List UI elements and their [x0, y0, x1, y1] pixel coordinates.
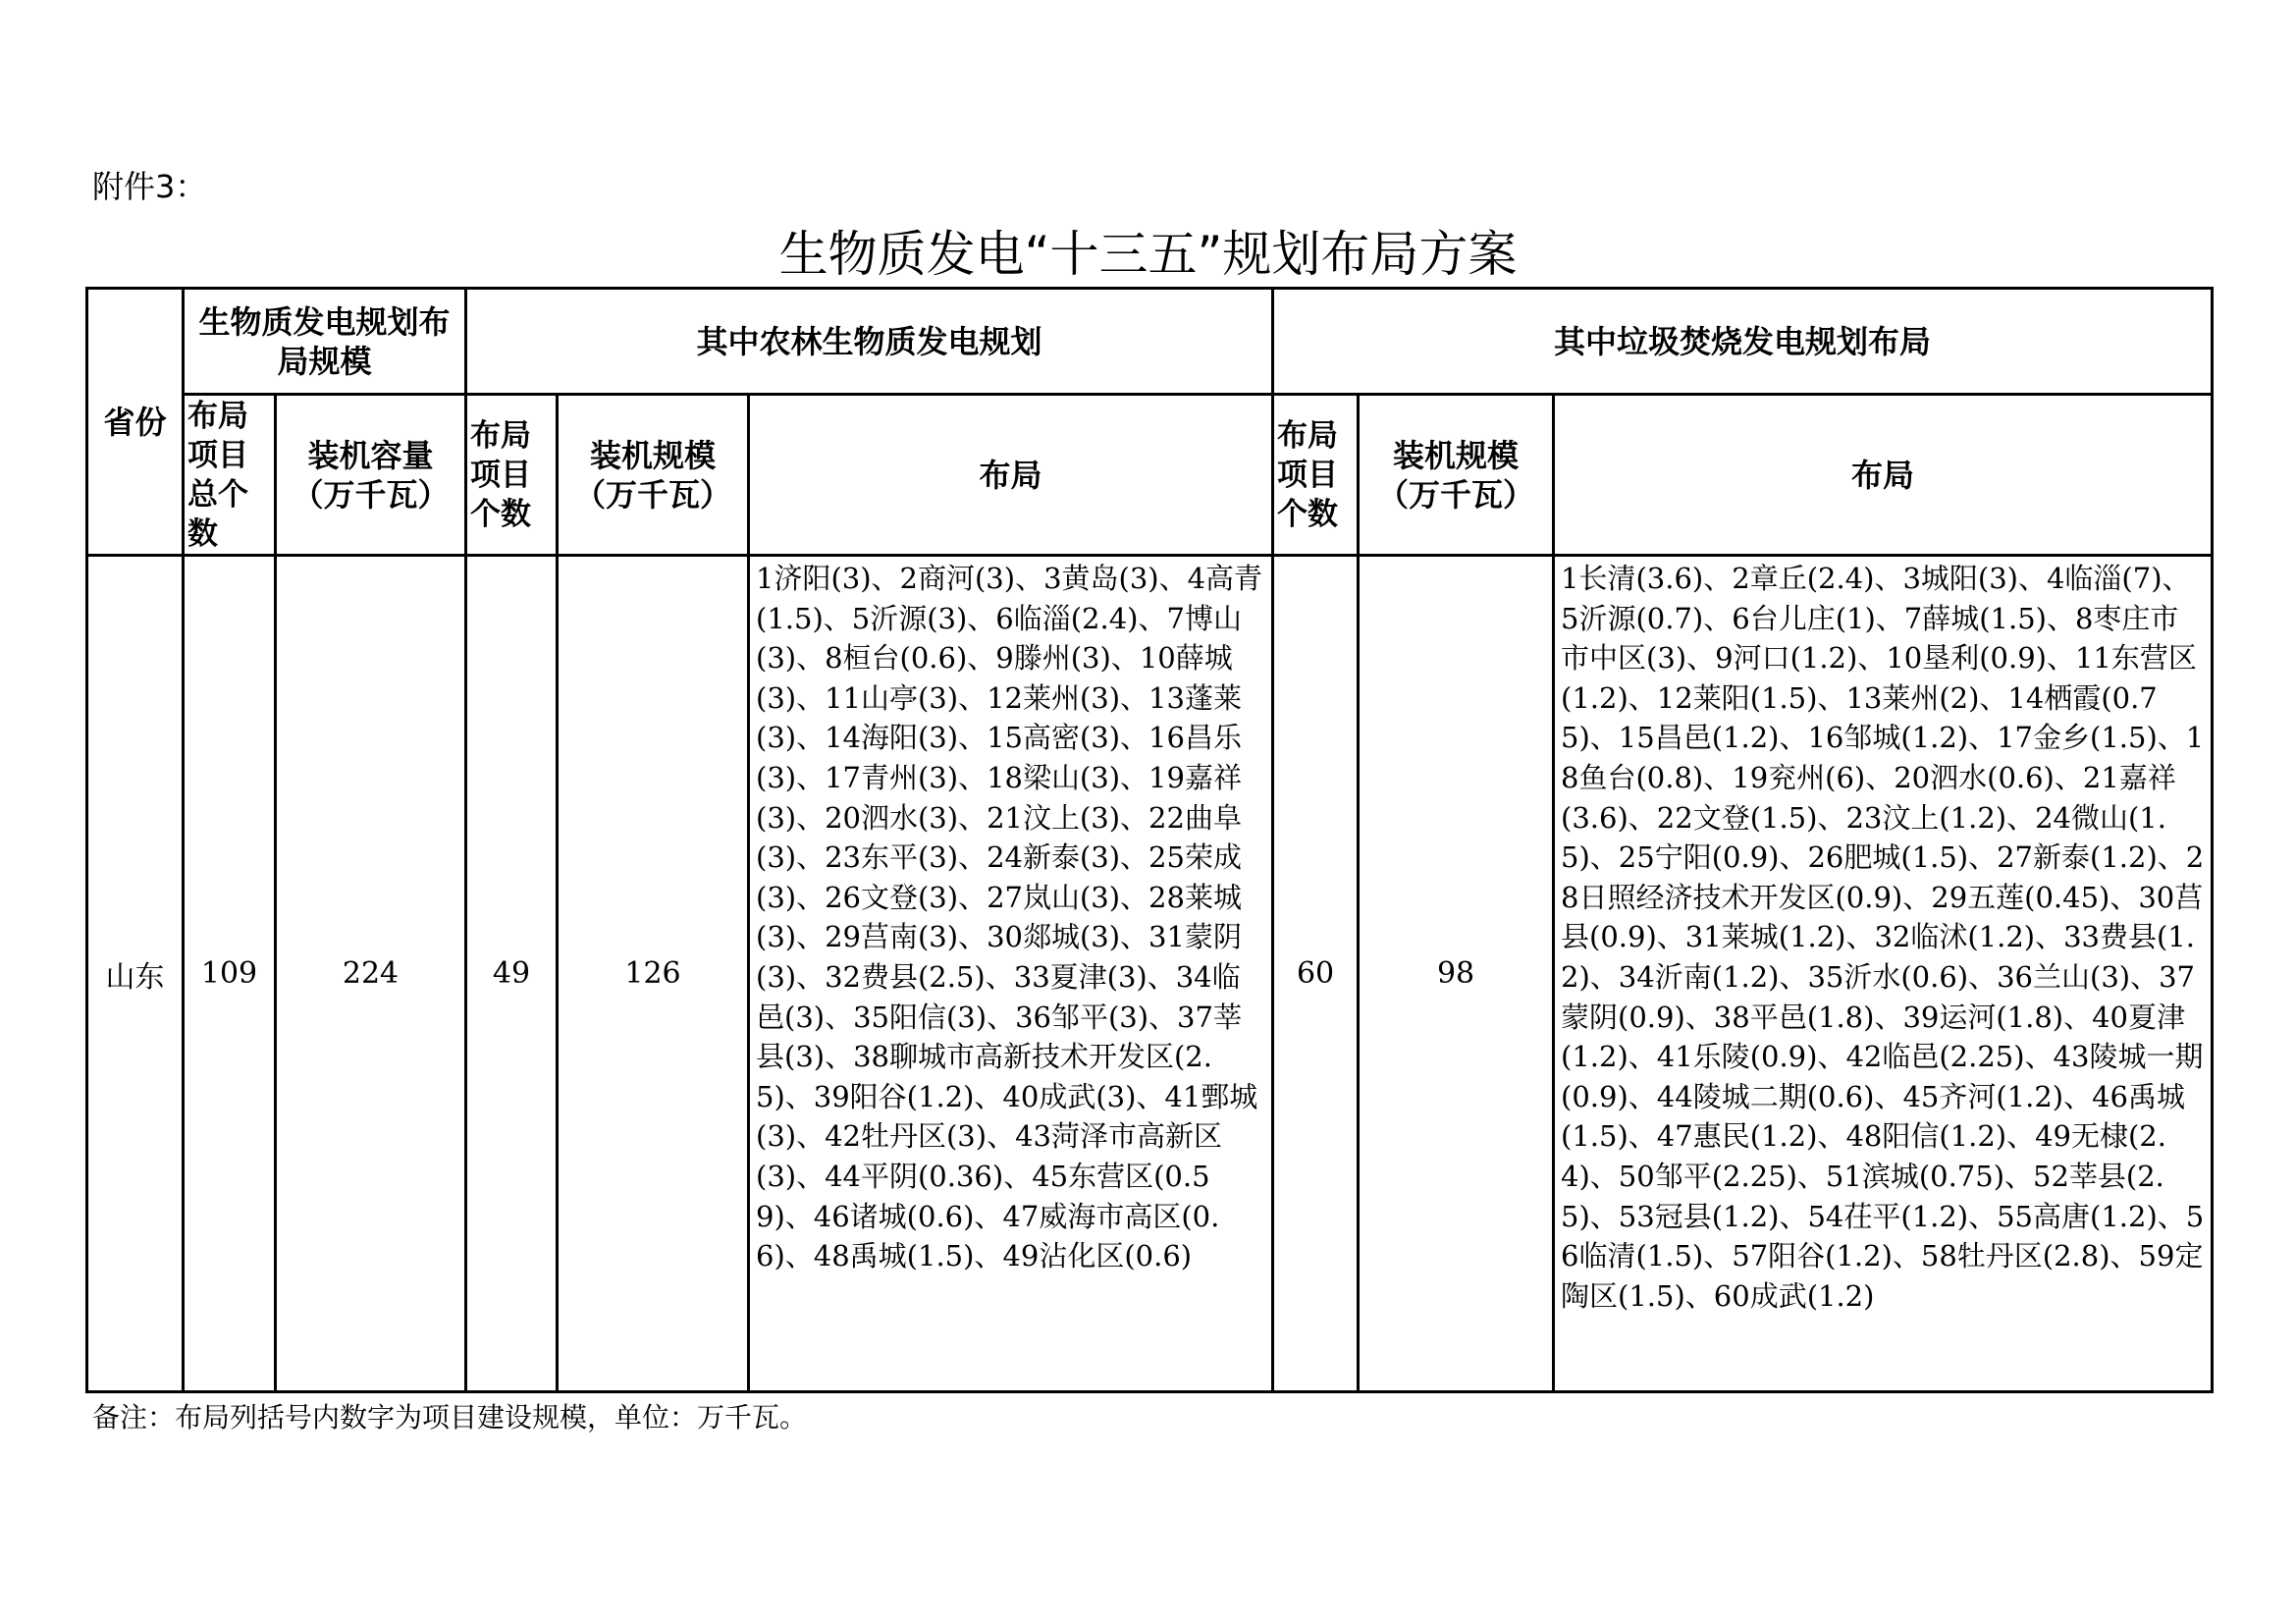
- header-group-waste: 其中垃圾焚烧发电规划布局: [1273, 289, 2213, 395]
- layout-table: [85, 287, 2214, 1393]
- header-agri-layout: 布局: [749, 395, 1273, 556]
- cell-agri-layout: 1济阳(3)、2商河(3)、3黄岛(3)、4高青(1.5)、5沂源(3)、6临淄(2.4)、7博山(3)、8桓台(0.6)、9滕州(3)、10薛城(3)、11山亭(3)、12莱州(3)、13蓬莱(3)、14海阳(3)、15高密(3)、16昌乐(3)、17青州(3)、18梁山(3)、19嘉祥(3)、20泗水(3)、21汶上(3)、22曲阜(3)、23东平(3)、24新泰(3)、25荣成(3)、26文登(3)、27岚山(3)、28莱城(3)、29莒南(3)、30郯城(3)、31蒙阴(3)、32费县(2.5)、33夏津(3)、34临邑(3)、35阳信(3)、36邹平(3)、37莘县(3)、38聊城市高新技术开发区(2.5)、39阳谷(1.2)、40成武(3)、41鄄城(3)、42牡丹区(3)、43菏泽市高新区(3)、44平阴(0.36)、45东营区(0.59)、46诸城(0.6)、47威海市高区(0.6)、48禹城(1.5)、49沾化区(0.6): [749, 556, 1273, 1392]
- cell-waste-scale: 98: [1359, 556, 1554, 1392]
- cell-waste-count: 60: [1273, 556, 1359, 1392]
- document-title: 生物质发电“十三五”规划布局方案: [778, 226, 1518, 283]
- header-waste-layout: 布局: [1554, 395, 2213, 556]
- header-waste-scale: 装机规模（万千瓦）: [1359, 395, 1554, 556]
- cell-agri-count: 49: [466, 556, 558, 1392]
- header-agri-count: 布局项目个数: [466, 395, 558, 556]
- header-agri-scale: 装机规模（万千瓦）: [558, 395, 749, 556]
- header-group-agri: 其中农林生物质发电规划: [466, 289, 1273, 395]
- cell-total-capacity: 224: [276, 556, 466, 1392]
- cell-total-count: 109: [184, 556, 276, 1392]
- table-row: [87, 556, 2213, 1392]
- header-total-capacity: 装机容量（万千瓦）: [276, 395, 466, 556]
- cell-waste-layout: 1长清(3.6)、2章丘(2.4)、3城阳(3)、4临淄(7)、5沂源(0.7)、6台儿庄(1)、7薛城(1.5)、8枣庄市市中区(3)、9河口(1.2)、10垦利(0.9)、11东营区(1.2)、12莱阳(1.5)、13莱州(2)、14栖霞(0.75)、15昌邑(1.2)、16邹城(1.2)、17金乡(1.5)、18鱼台(0.8)、19兖州(6)、20泗水(0.6)、21嘉祥(3.6)、22文登(1.5)、23汶上(1.2)、24微山(1.5)、25宁阳(0.9)、26肥城(1.5)、27新泰(1.2)、28日照经济技术开发区(0.9)、29五莲(0.45)、30莒县(0.9)、31莱城(1.2)、32临沭(1.2)、33费县(1.2)、34沂南(1.2)、35沂水(0.6)、36兰山(3)、37蒙阴(0.9)、38平邑(1.8)、39运河(1.8)、40夏津(1.2)、41乐陵(0.9)、42临邑(2.25)、43陵城一期(0.9)、44陵城二期(0.6)、45齐河(1.2)、46禹城(1.5)、47惠民(1.2)、48阳信(1.2)、49无棣(2.4)、50邹平(2.25)、51滨城(0.75)、52莘县(2.5)、53冠县(1.2)、54茌平(1.2)、55高唐(1.2)、56临清(1.5)、57阳谷(1.2)、58牡丹区(2.8)、59定陶区(1.5)、60成武(1.2): [1554, 556, 2213, 1392]
- cell-province: 山东: [87, 556, 184, 1392]
- footnote: 备注：布局列括号内数字为项目建设规模，单位：万千瓦。: [92, 1401, 808, 1434]
- attachment-label: 附件3：: [92, 168, 207, 205]
- header-province: 省份: [87, 289, 184, 556]
- header-group-total: 生物质发电规划布局规模: [184, 289, 466, 395]
- cell-agri-scale: 126: [558, 556, 749, 1392]
- header-total-count: 布局项目总个数: [184, 395, 276, 556]
- header-waste-count: 布局项目个数: [1273, 395, 1359, 556]
